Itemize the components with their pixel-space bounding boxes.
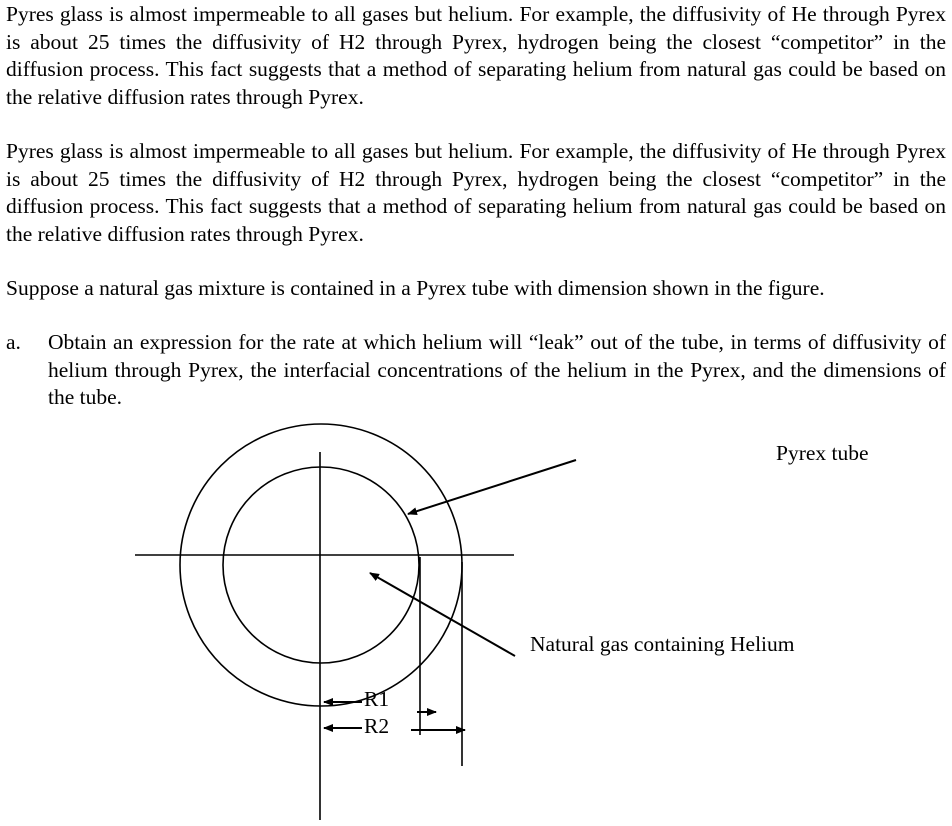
inner-circle (223, 467, 419, 663)
paragraph-1: Pyres glass is almost impermeable to all gases but helium. For example, the diffusivity of He through Pyrex is about 25 times the diffusivity of H2 through Pyrex, hydrogen being the closest “competitor” in the diffusion process. This fact suggests that a method of separating helium from natural gas could be based on the relative diffusion rates through Pyrex. (6, 2, 946, 109)
gas-pointer-arrow (370, 573, 515, 656)
question-a-text: Obtain an expression for the rate at which helium will “leak” out of the tube, in terms of diffusivity of helium through Pyrex, the interfacial concentrations of the helium in the Pyrex, and the dimensions of the tube. (48, 330, 946, 409)
natural-gas-label: Natural gas containing Helium (530, 632, 795, 656)
question-a-marker: a. (6, 330, 21, 354)
pyrex-pointer-arrow (408, 460, 576, 514)
paragraph-2: Pyres glass is almost impermeable to all gases but helium. For example, the diffusivity of He through Pyrex is about 25 times the diffusivity of H2 through Pyrex, hydrogen being the closest “competitor” in the diffusion process. This fact suggests that a method of separating helium from natural gas could be based on the relative diffusion rates through Pyrex. (6, 139, 946, 246)
pyrex-tube-label: Pyrex tube (776, 441, 869, 465)
r1-label: R1 (364, 687, 390, 711)
paragraph-3: Suppose a natural gas mixture is contained in a Pyrex tube with dimension shown in the figure. (6, 276, 825, 300)
r2-label: R2 (364, 714, 390, 738)
